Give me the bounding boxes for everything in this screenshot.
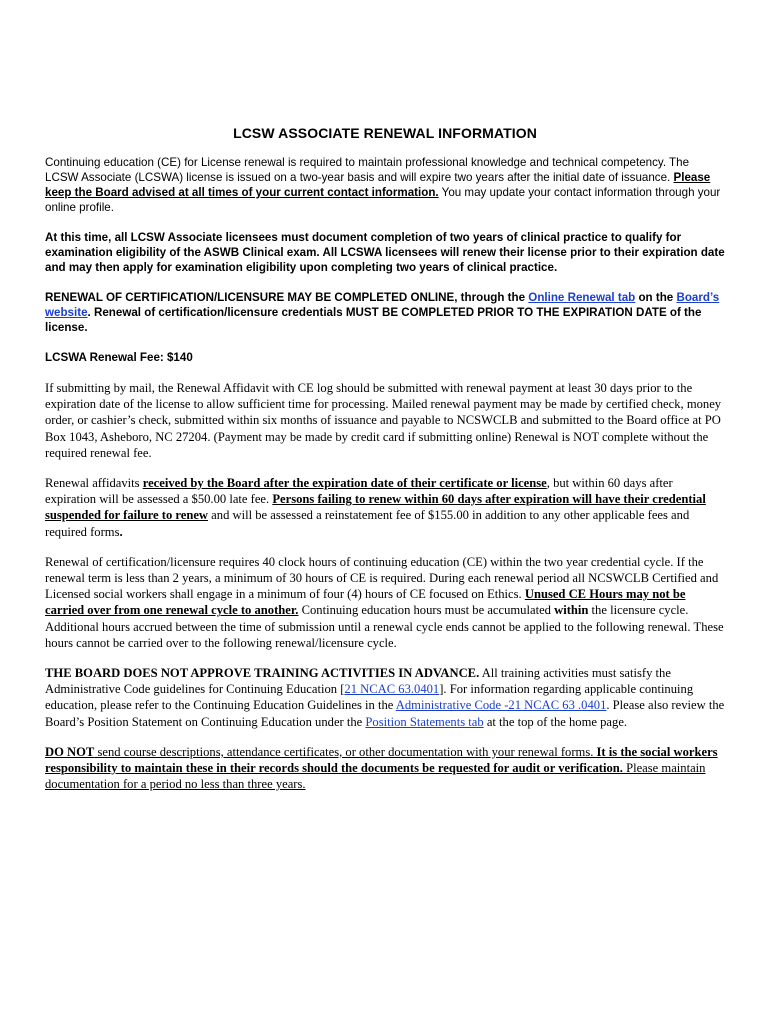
ce-cycle-text: the licensure cycle. Additional hours accrued between the time of submission until a renewal cycle ends cannot be applied to the following renewal. These hours cannot be carried over to the following renewal/licensure cycle.: [45, 603, 724, 650]
ce-requirements-text: Renewal of certification/licensure requires 40 clock hours of continuing education (CE) within the two year credential cycle. If the renewal term is less than 2 years, a minimum of 30 hours of CE is required. During each renewal period all NCSWCLB Certified and Licensed social workers shall engage in a minimum of four (4) hours of CE focused on Ethics.: [45, 554, 719, 602]
ncac-link[interactable]: 21 NCAC 63.0401: [344, 682, 440, 697]
intro-text: Continuing education (CE) for License renewal is required to maintain professional knowledge and technical competency. The LCSW Associate (LCSWA) license is issued on a two-year basis and will expire two years after the initial date of issuance.: [45, 156, 690, 184]
online-renewal-text-end: . Renewal of certification/licensure credentials MUST BE COMPLETED PRIOR TO THE EXPIRATION DATE of the license.: [45, 306, 702, 334]
do-not-emphasis: DO NOT: [45, 744, 95, 759]
late-renewal-paragraph: [45, 475, 725, 540]
intro-paragraph: [45, 155, 725, 215]
late-fee-text: , but within 60 days after expiration will be assessed a $50.00 late fee.: [45, 476, 673, 507]
position-statement-text: . Please also review the Board’s Position Statement on Continuing Education under the: [45, 698, 725, 729]
mail-submission-paragraph: If submitting by mail, the Renewal Affidavit with CE log should be submitted with renewal payment at least 30 days prior to the expiration date of the license to allow sufficient time for processing. Mailed renewal payment may be made by certified check, money order, or cashier’s check, submitted within six months of issuance and payable to NCSWCLB and submitted to the Board office at PO Box 1043, Asheboro, NC 27204. (Payment may be made by credit card if submitting online) Renewal is NOT complete without the required renewal fee.: [45, 381, 722, 460]
online-renewal-text: RENEWAL OF CERTIFICATION/LICENSURE MAY BE COMPLETED ONLINE, through the: [45, 291, 529, 304]
within-emphasis: within: [554, 603, 589, 618]
renewal-fee: LCSWA Renewal Fee: $140: [45, 351, 193, 364]
training-text: All training activities must satisfy the Administrative Code guidelines for Continuing Education [: [45, 666, 671, 697]
late-renewal-text: Renewal affidavits: [45, 476, 143, 491]
page-title: LCSW ASSOCIATE RENEWAL INFORMATION: [233, 125, 537, 141]
clinical-practice-paragraph: At this time, all LCSW Associate licensees must document completion of two years of clinical practice to qualify for examination eligibility of the ASWB Clinical exam. All LCSWA licensees will renew their license prior to their expiration date and may then apply for examination eligibility upon completing two years of clinical practice.: [45, 231, 725, 274]
reinstatement-text: and will be assessed a reinstatement fee of $155.00 in addition to any other applicable fees and required forms: [45, 508, 690, 539]
late-renewal-emphasis: received by the Board after the expiration date of their certificate or license: [142, 476, 547, 491]
document-page: [45, 125, 725, 806]
board-website-link[interactable]: Board’s website: [45, 291, 720, 319]
retention-text: Please maintain documentation for a period no less than three years.: [45, 761, 706, 792]
documentation-paragraph: [45, 744, 725, 793]
online-renewal-text-mid: on the: [635, 291, 677, 304]
training-activities-paragraph: [45, 665, 725, 730]
intro-text-end: You may update your contact information through your online profile.: [45, 186, 721, 214]
position-statements-tab-link[interactable]: Position Statements tab: [365, 714, 484, 729]
ce-requirements-paragraph: [45, 554, 725, 651]
online-renewal-paragraph: [45, 290, 725, 335]
board-approval-notice: THE BOARD DOES NOT APPROVE TRAINING ACTIVITIES IN ADVANCE.: [45, 666, 480, 681]
unused-ce-warning: Unused CE Hours may not be carried over from one renewal cycle to another.: [45, 587, 686, 618]
contact-info-notice: Please keep the Board advised at all times of your current contact information.: [45, 171, 711, 199]
online-renewal-tab-link[interactable]: Online Renewal tab: [528, 291, 636, 304]
reinstatement-period: .: [119, 524, 123, 539]
ce-accumulation-text: Continuing education hours must be accumulated: [298, 603, 555, 618]
administrative-code-link[interactable]: Administrative Code -21 NCAC 63 .0401: [395, 698, 607, 713]
suspension-warning: Persons failing to renew within 60 days after expiration will have their credential suspended for failure to renew: [45, 492, 706, 523]
responsibility-notice: It is the social workers responsibility to maintain these in their records should the documents be requested for audit or verification.: [45, 744, 718, 776]
documentation-text: send course descriptions, attendance certificates, or other documentation with your renewal forms.: [94, 744, 597, 759]
training-text-mid: ]. For information regarding applicable continuing education, please refer to the Continuing Education Guidelines in the: [45, 682, 694, 713]
training-text-end: at the top of the home page.: [483, 714, 628, 729]
